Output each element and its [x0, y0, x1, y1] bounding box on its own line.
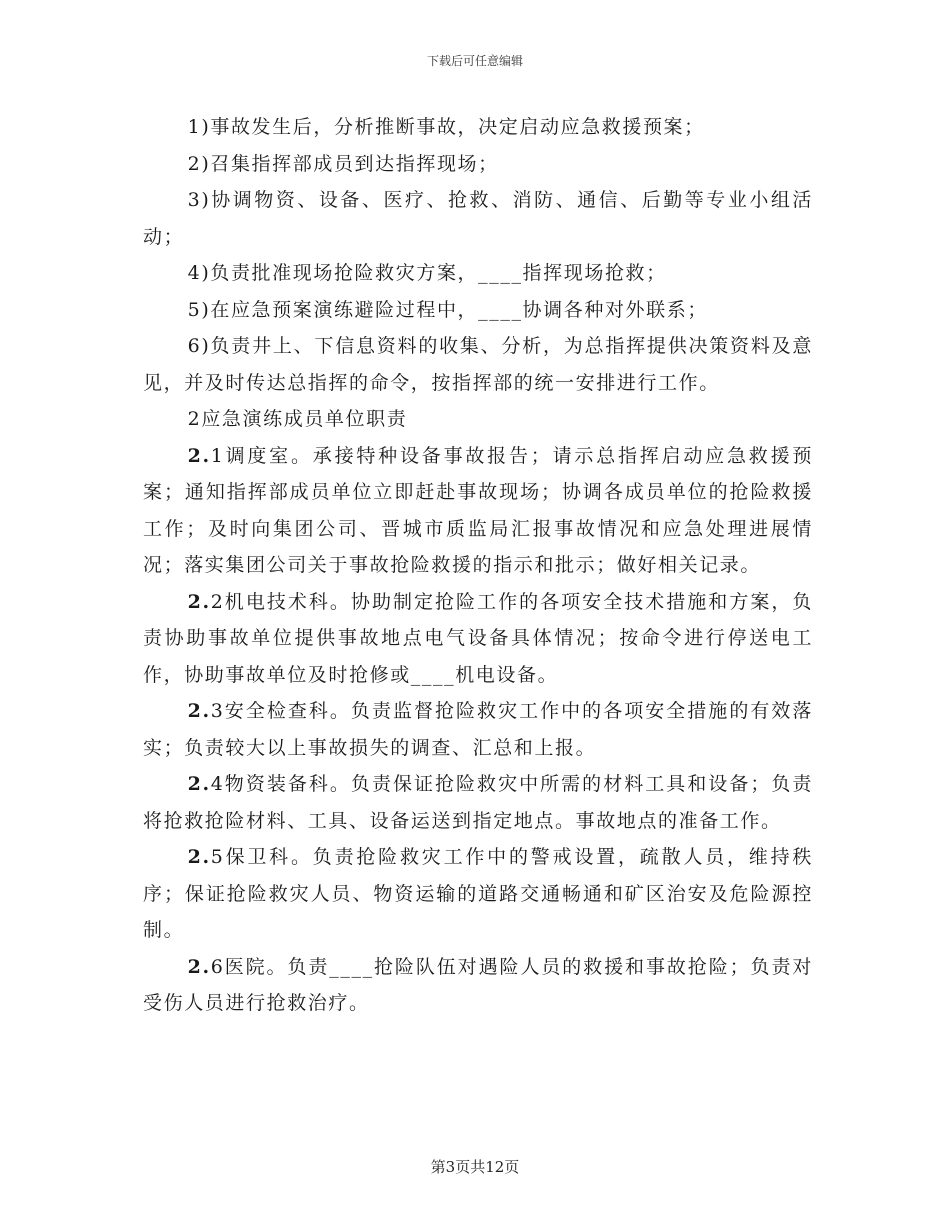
paragraph-number: 2.: [187, 444, 211, 467]
document-body: [143, 109, 813, 1022]
paragraph: [143, 949, 813, 1022]
paragraph: [143, 839, 813, 949]
paragraph: [143, 109, 813, 146]
paragraph-text: 4)负责批准现场抢险救灾方案，____指挥现场抢救；: [187, 262, 667, 284]
paragraph: [143, 438, 813, 584]
paragraph: [143, 255, 813, 292]
paragraph-text: 6医院。负责____抢险队伍对遇险人员的救援和事故抢险；负责对受伤人员进行抢救治疗。: [143, 955, 813, 1014]
page-header: 下载后可任意编辑: [426, 54, 523, 68]
paragraph-number: 2.: [187, 846, 211, 868]
paragraph: [143, 693, 813, 766]
paragraph-text: 1)事故发生后，分析推断事故，决定启动应急救援预案；: [187, 116, 705, 138]
paragraph-text: 3安全检查科。负责监督抢险救灾工作中的各项安全措施的有效落实；负责较大以上事故损失的调查、汇总和上报。: [143, 700, 813, 759]
paragraph: [143, 766, 813, 839]
paragraph-text: 4物资装备科。负责保证抢险救灾中所需的材料工具和设备；负责将抢救抢险材料、工具、设备运送到指定地点。事故地点的准备工作。: [143, 773, 813, 832]
paragraph: [143, 182, 813, 255]
paragraph: [143, 328, 813, 401]
paragraph-text: 2)召集指挥部成员到达指挥现场；: [187, 152, 499, 175]
paragraph-number: 2.: [187, 773, 211, 795]
paragraph-text: 1调度室。承接特种设备事故报告；请示总指挥启动应急救援预案；通知指挥部成员单位立即赶赴事故现场；协调各成员单位的抢险救援工作；及时向集团公司、晋城市质监局汇报事故情况和应急处理进展情况；落实集团公司关于事故抢险救援的指示和批示；做好相关记录。: [143, 444, 813, 576]
paragraph-text: 5保卫科。负责抢险救灾工作中的警戒设置，疏散人员，维持秩序；保证抢险救灾人员、物资运输的道路交通畅通和矿区治安及危险源控制。: [143, 846, 813, 941]
paragraph-text: 5)在应急预案演练避险过程中，____协调各种对外联系；: [187, 298, 708, 321]
paragraph-text: 2应急演练成员单位职责: [187, 408, 408, 430]
paragraph-text: 6)负责井上、下信息资料的收集、分析，为总指挥提供决策资料及意见，并及时传达总指挥的命令，按指挥部的统一安排进行工作。: [143, 335, 813, 394]
paragraph-number: 2.: [187, 590, 211, 613]
paragraph-number: 2.: [187, 955, 211, 978]
paragraph-text: 2机电技术科。协助制定抢险工作的各项安全技术措施和方案，负责协助事故单位提供事故地点电气设备具体情况；按命令进行停送电工作，协助事故单位及时抢修或____机电设备。: [143, 590, 813, 686]
section-heading: [143, 401, 813, 438]
page-footer: 第3页共12页: [430, 1158, 520, 1176]
paragraph-text: 3)协调物资、设备、医疗、抢救、消防、通信、后勤等专业小组活动；: [143, 189, 813, 248]
paragraph: [143, 584, 813, 694]
paragraph: [143, 146, 813, 183]
paragraph: [143, 292, 813, 329]
paragraph-number: 2.: [187, 700, 211, 722]
